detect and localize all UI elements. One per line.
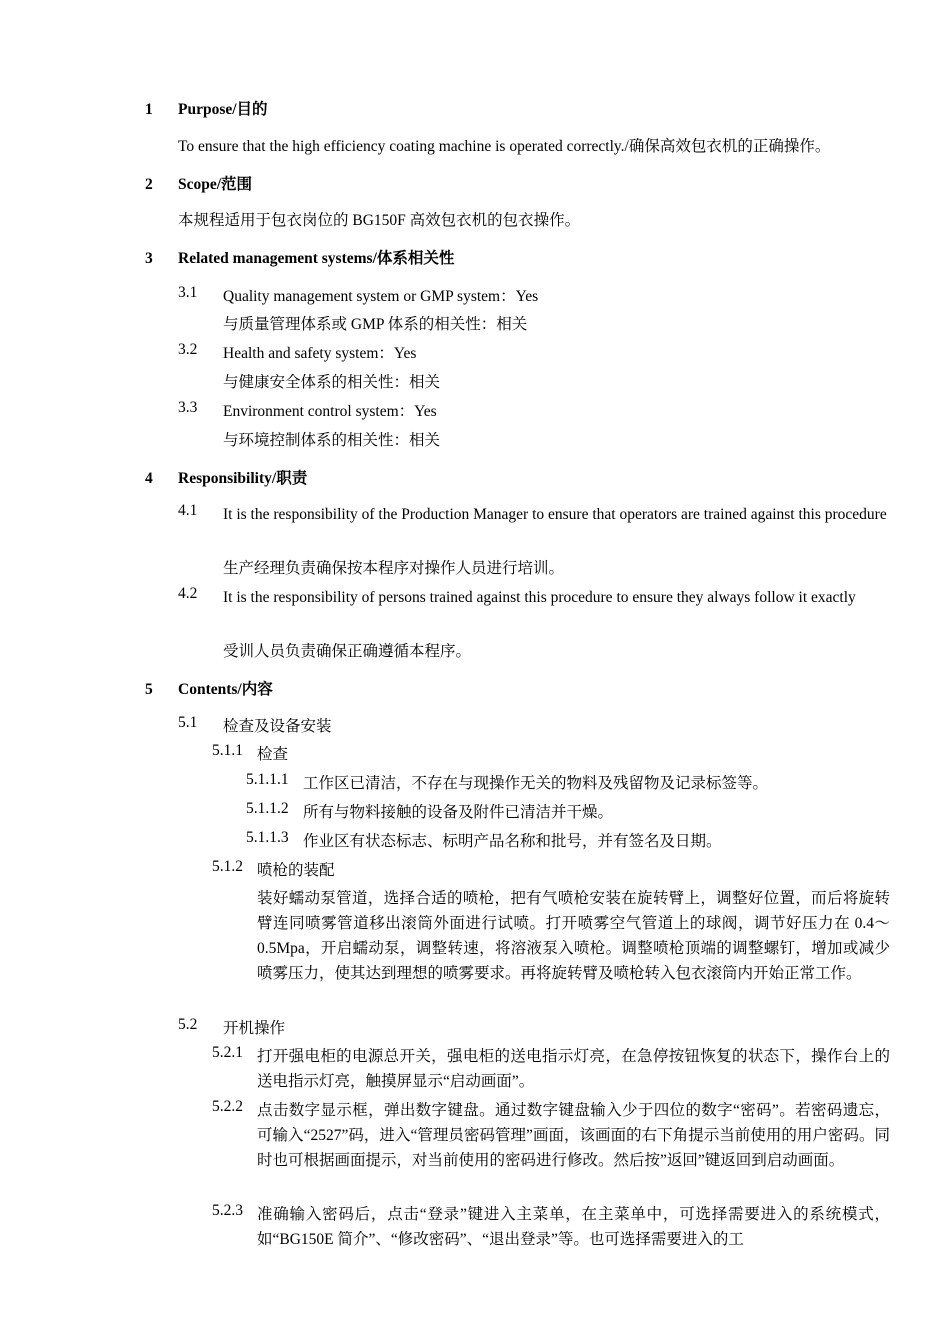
item-text-cn: 与质量管理体系或 GMP 体系的相关性：相关	[223, 316, 528, 333]
section-number: 5	[145, 681, 153, 698]
item-number: 5.1.1.2	[246, 800, 289, 817]
item-text-en: Environment control system：Yes	[223, 403, 437, 420]
section-5-heading	[145, 677, 273, 699]
item-number: 5.1.2	[212, 858, 243, 875]
item-number: 5.1.1	[212, 742, 243, 759]
item-text: 作业区有状态标志、标明产品名称和批号，并有签名及日期。	[303, 833, 722, 850]
section-1-heading	[145, 97, 268, 119]
item-title: 检查及设备安装	[223, 718, 332, 735]
item-number: 5.2.1	[212, 1044, 243, 1061]
item-title: 检查	[257, 746, 289, 763]
section-3-heading	[145, 246, 454, 268]
section-number: 1	[145, 101, 153, 118]
item-text: 所有与物料接触的设备及附件已清洁并干燥。	[303, 804, 614, 821]
item-number: 3.2	[178, 341, 198, 358]
item-number: 5.2.3	[212, 1202, 243, 1219]
item-text-cn: 与环境控制体系的相关性：相关	[223, 432, 441, 449]
item-text-cn: 与健康安全体系的相关性：相关	[223, 374, 441, 391]
section-title: Scope/范围	[178, 176, 253, 193]
section-2-heading	[145, 172, 252, 194]
section-number: 3	[145, 250, 153, 267]
section-title: Purpose/目的	[178, 101, 268, 118]
item-text-en: Quality management system or GMP system：Yes	[223, 288, 539, 305]
section-title: Related management systems/体系相关性	[178, 250, 455, 267]
item-text: 准确输入密码后，点击“登录”键进入主菜单，在主菜单中，可选择需要进入的系统模式，如“BG150E 简介”、“修改密码”、“退出登录”等。也可选择需要进入的工	[257, 1206, 890, 1248]
item-number: 5.2	[178, 1016, 198, 1033]
item-number: 4.2	[178, 585, 198, 602]
item-number: 5.2.2	[212, 1098, 243, 1115]
item-text-cn: 生产经理负责确保按本程序对操作人员进行培训。	[223, 560, 565, 577]
item-text: 打开强电柜的电源总开关，强电柜的送电指示灯亮，在急停按钮恢复的状态下，操作台上的送电指示灯亮，触摸屏显示“启动画面”。	[257, 1048, 890, 1090]
section-4-heading	[145, 466, 307, 488]
item-text-en: Health and safety system：Yes	[223, 345, 417, 362]
item-number: 3.3	[178, 399, 198, 416]
item-number: 4.1	[178, 502, 198, 519]
item-text-en: It is the responsibility of persons trained against this procedure to ensure they always follow it exactly	[223, 589, 856, 606]
section-title: Contents/内容	[178, 681, 273, 698]
purpose-text: To ensure that the high efficiency coating machine is operated correctly./确保高效包衣机的正确操作。	[178, 138, 831, 155]
item-number: 5.1.1.1	[246, 771, 289, 788]
item-text: 点击数字显示框，弹出数字键盘。通过数字键盘输入少于四位的数字“密码”。若密码遗忘，可输入“2527”码，进入“管理员密码管理”画面，该画面的右下角提示当前使用的用户密码。同时也可根据画面提示，对当前使用的密码进行修改。然后按”返回”键返回到启动画面。	[257, 1102, 890, 1169]
item-number: 5.1	[178, 714, 198, 731]
item-text: 装好蠕动泵管道，选择合适的喷枪，把有气喷枪安装在旋转臂上，调整好位置，而后将旋转臂连同喷雾管道移出滚筒外面进行试喷。打开喷雾空气管道上的球阀，调节好压力在 0.4～0.5Mpa，开启蠕动泵，调整转速，将溶液泵入喷枪。调整喷枪顶端的调整螺钉，增加或减少喷雾压力，使其达到理想的喷雾要求。再将旋转臂及喷枪转入包衣滚筒内开始正常工作。	[257, 890, 890, 982]
item-title: 开机操作	[223, 1020, 286, 1037]
section-number: 4	[145, 470, 153, 487]
item-text-cn: 受训人员负责确保正确遵循本程序。	[223, 643, 472, 660]
item-text-en: It is the responsibility of the Production Manager to ensure that operators are trained against this procedure	[223, 506, 887, 523]
item-title: 喷枪的装配	[257, 862, 335, 879]
item-text: 工作区已清洁，不存在与现操作无关的物料及残留物及记录标签等。	[303, 775, 769, 792]
section-number: 2	[145, 176, 153, 193]
item-number: 5.1.1.3	[246, 829, 289, 846]
scope-text: 本规程适用于包衣岗位的 BG150F 高效包衣机的包衣操作。	[178, 212, 581, 229]
item-number: 3.1	[178, 284, 198, 301]
section-title: Responsibility/职责	[178, 470, 308, 487]
